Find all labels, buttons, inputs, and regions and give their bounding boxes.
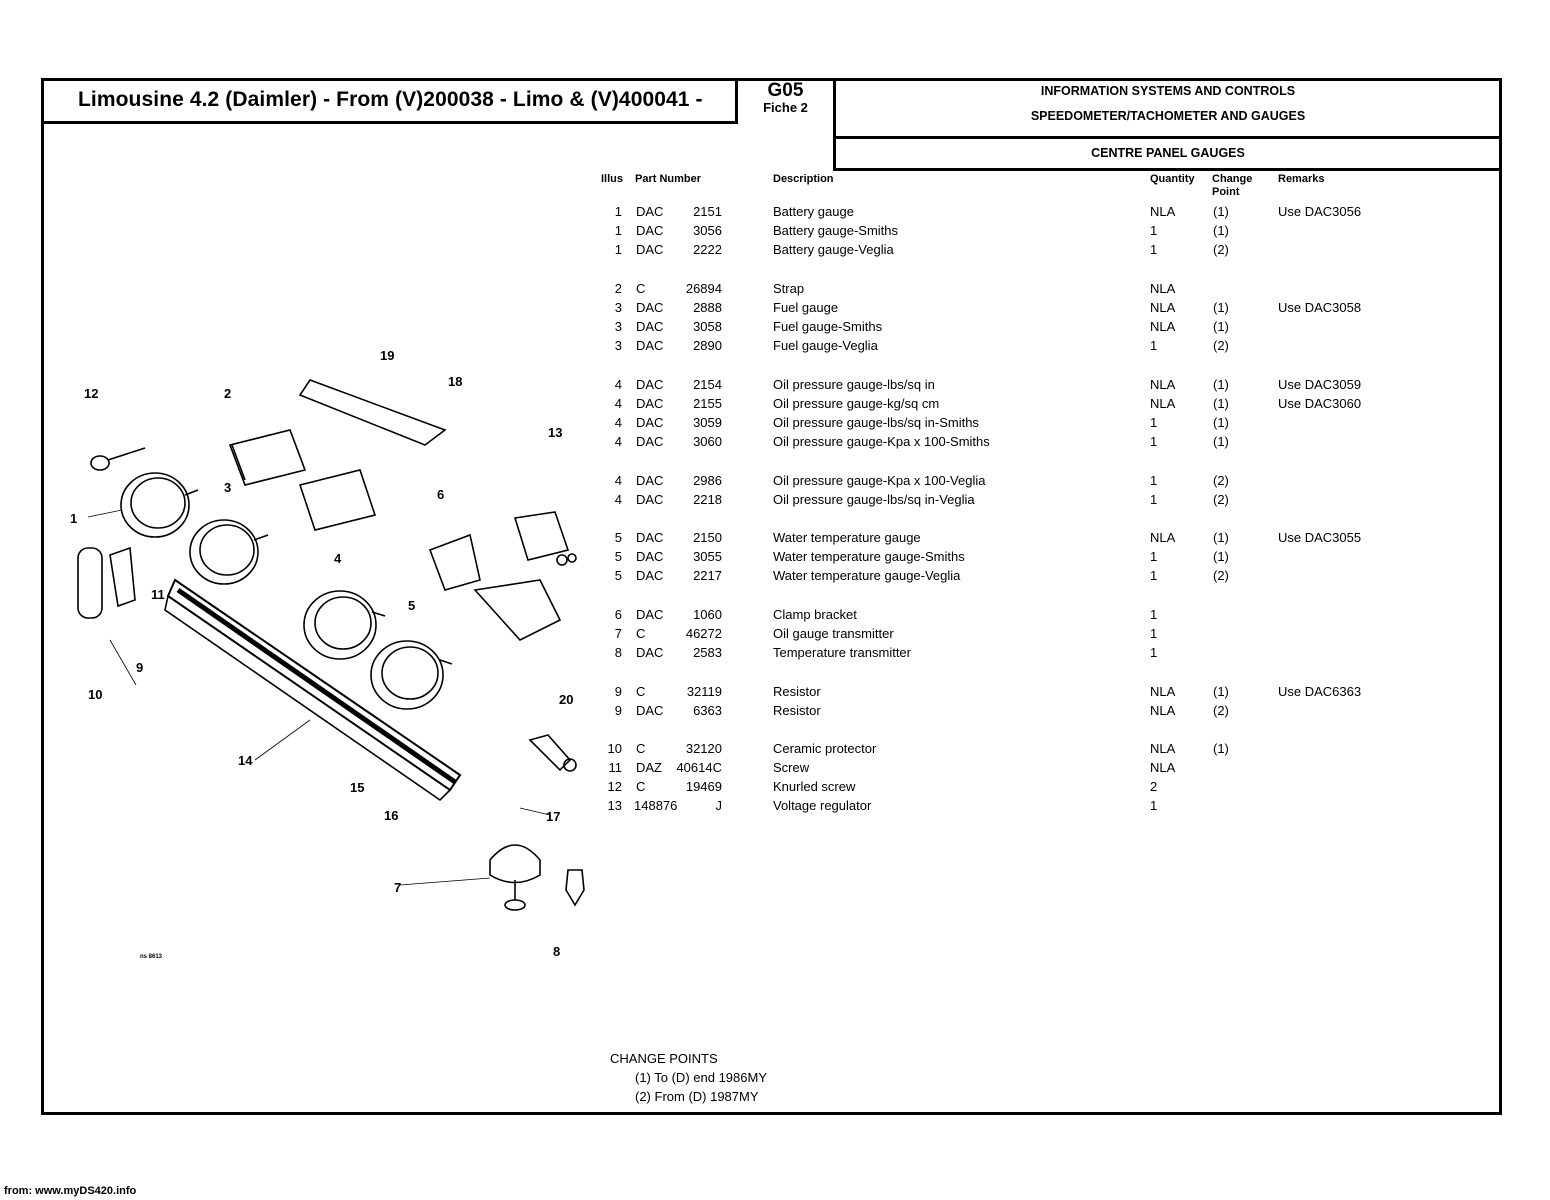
exploded-diagram	[0, 0, 600, 1000]
voltage-regulator	[515, 512, 576, 565]
col-description: Description	[773, 173, 834, 185]
table-row: 5 DAC 3055 Water temperature gauge-Smiths 1 (1)	[614, 549, 1229, 564]
table-row: 4 DAC 2154 Oil pressure gauge-lbs/sq in NLA (1) Use DAC3059	[614, 377, 1362, 392]
source-footer: from: www.myDS420.info	[4, 1185, 137, 1197]
table-row: 2 C 26894 Strap NLA	[614, 281, 1176, 296]
drawing-reference: ns 8613	[140, 954, 163, 960]
callout-2: 2	[224, 386, 232, 401]
callout-12: 12	[84, 386, 99, 401]
table-row: 4 DAC 2155 Oil pressure gauge-kg/sq cm NLA (1) Use DAC3060	[614, 396, 1362, 411]
oil-gauge-transmitter	[490, 845, 540, 910]
table-row: 1 DAC 3056 Battery gauge-Smiths 1 (1)	[614, 223, 1229, 238]
callout-13: 13	[548, 425, 563, 440]
section-title: INFORMATION SYSTEMS AND CONTROLS	[1040, 84, 1296, 98]
fitting-20	[530, 735, 576, 771]
change-point-2: (2) From (D) 1987MY	[635, 1089, 759, 1104]
callout-17: 17	[546, 809, 561, 824]
table-row: 13 148876 J Voltage regulator 1	[607, 798, 1158, 813]
callout-14: 14	[238, 753, 253, 768]
table-row: 4 DAC 3059 Oil pressure gauge-lbs/sq in-Smiths 1 (1)	[614, 415, 1229, 430]
battery-gauge	[121, 473, 198, 537]
water-temperature-gauge	[371, 641, 452, 709]
gauge-panel-bar	[165, 580, 460, 800]
table-row: 6 DAC 1060 Clamp bracket 1	[614, 607, 1158, 622]
table-row: 8 DAC 2583 Temperature transmitter 1	[614, 645, 1158, 660]
resistor	[110, 548, 135, 606]
table-row: 9 C 32119 Resistor NLA (1) Use DAC6363	[614, 684, 1362, 699]
callout-4: 4	[334, 551, 342, 566]
table-row: 7 C 46272 Oil gauge transmitter 1	[614, 626, 1158, 641]
group-code: G05	[767, 80, 804, 101]
temperature-transmitter	[566, 870, 584, 905]
callout-8: 8	[553, 944, 561, 959]
table-row: 5 DAC 2150 Water temperature gauge NLA (1) Use DAC3055	[614, 530, 1362, 545]
fiche-label: Fiche 2	[763, 100, 808, 115]
ceramic-protector	[78, 548, 102, 618]
callout-7: 7	[394, 880, 402, 895]
table-row: 4 DAC 2218 Oil pressure gauge-lbs/sq in-Veglia 1 (2)	[614, 492, 1229, 507]
table-row: 3 DAC 2890 Fuel gauge-Veglia 1 (2)	[614, 338, 1229, 353]
knurled-screw	[91, 448, 145, 470]
strap-18	[300, 380, 445, 445]
panel-bottom-rule	[833, 168, 1502, 171]
panel-title: CENTRE PANEL GAUGES	[1091, 146, 1245, 160]
table-row: 1 DAC 2222 Battery gauge-Veglia 1 (2)	[614, 242, 1229, 257]
callout-16: 16	[384, 808, 399, 823]
section-bottom-rule	[833, 136, 1502, 139]
callout-15: 15	[350, 780, 365, 795]
callout-18: 18	[448, 374, 463, 389]
table-row: 12 C 19469 Knurled screw 2	[607, 779, 1158, 794]
table-row: 3 DAC 3058 Fuel gauge-Smiths NLA (1)	[614, 319, 1229, 334]
table-row: 1 DAC 2151 Battery gauge NLA (1) Use DAC3056	[614, 204, 1362, 219]
callout-20: 20	[559, 692, 574, 707]
col-change-point: Change Point	[1212, 173, 1253, 198]
col-illus: Illus	[601, 173, 624, 185]
clamp-bracket	[300, 470, 375, 530]
change-points-title: CHANGE POINTS	[610, 1051, 718, 1066]
bracket-right	[430, 535, 560, 640]
table-row: 3 DAC 2888 Fuel gauge NLA (1) Use DAC3058	[614, 300, 1362, 315]
leader-lines	[88, 510, 550, 885]
callout-6: 6	[437, 487, 445, 502]
col-part-number: Part Number	[635, 173, 702, 185]
table-row: 5 DAC 2217 Water temperature gauge-Veglia 1 (2)	[614, 568, 1229, 583]
strap-bracket	[230, 430, 305, 485]
callout-9: 9	[136, 660, 144, 675]
page-title: Limousine 4.2 (Daimler) - From (V)200038 - Limo & (V)400041 -	[78, 88, 703, 111]
col-quantity: Quantity	[1150, 173, 1195, 185]
callout-11: 11	[151, 587, 165, 602]
table-row: 4 DAC 3060 Oil pressure gauge-Kpa x 100-Smiths 1 (1)	[614, 434, 1229, 449]
change-point-1: (1) To (D) end 1986MY	[635, 1070, 767, 1085]
table-row: 9 DAC 6363 Resistor NLA (2)	[614, 703, 1229, 718]
table-row: 11 DAZ 40614C Screw NLA	[608, 760, 1176, 775]
callout-1: 1	[70, 511, 78, 526]
change-points	[610, 1049, 767, 1106]
callout-5: 5	[408, 598, 416, 613]
group-code-box	[738, 78, 833, 115]
callout-3: 3	[224, 480, 232, 495]
subsection-title: SPEEDOMETER/TACHOMETER AND GAUGES	[1030, 109, 1306, 123]
callout-10: 10	[88, 687, 103, 702]
oil-pressure-gauge	[304, 591, 385, 659]
table-row: 4 DAC 2986 Oil pressure gauge-Kpa x 100-Veglia 1 (2)	[614, 473, 1229, 488]
callout-19: 19	[380, 348, 395, 363]
fuel-gauge	[190, 520, 268, 584]
col-remarks: Remarks	[1278, 173, 1325, 185]
table-row: 10 C 32120 Ceramic protector NLA (1)	[607, 741, 1229, 756]
